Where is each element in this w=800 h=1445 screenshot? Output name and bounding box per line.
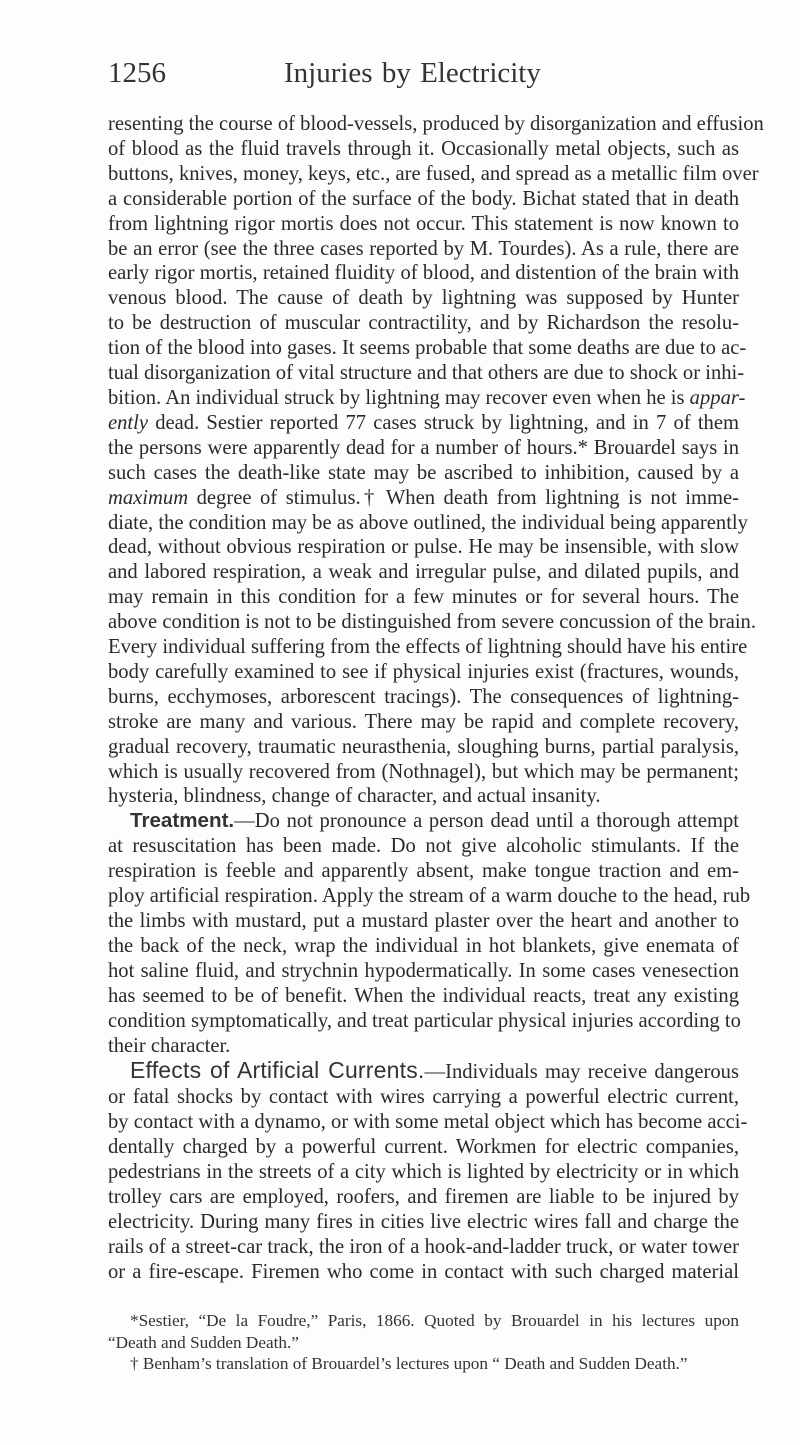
text-line: at resuscitation has been made. Do not give alcoholic stimulants. If the [108,835,739,858]
text-line: buttons, knives, money, keys, etc., are fused, and spread as a metallic film over [108,162,759,185]
paragraph-lightning [108,112,764,809]
text-line: stroke are many and various. There may be rapid and complete recovery, [108,710,739,733]
italic-word: ently [108,411,149,434]
text-line-with-italic [108,411,739,436]
text-line: venous blood. The cause of death by lightning was supposed by Hunter [108,287,739,310]
text-line: a considerable portion of the surface of the body. Bichat stated that in death [108,187,739,210]
text-line: and labored respiration, a weak and irregular pulse, and dilated pupils, and [108,561,739,584]
footnote-benham: † Benham’s translation of Brouardel’s lectures upon “ Death and Sudden Death.” [130,1354,688,1373]
text-line-with-heading [108,809,739,834]
text-line: burns, ecchymoses, arborescent tracings). The consequences of lightning- [108,685,739,708]
text-line: by contact with a dynamo, or with some metal object which has become acci- [108,1111,748,1134]
text-line: from lightning rigor mortis does not occur. This statement is now known to [108,212,739,235]
text-line: resenting the course of blood-vessels, produced by disorganization and effusion [108,113,764,135]
text-line: or a fire-escape. Firemen who come in contact with such charged material [108,1260,739,1283]
text-line: pedestrians in the streets of a city which is lighted by electricity or in which [108,1161,739,1184]
text-line: or fatal shocks by contact with wires carrying a powerful electric current, [108,1086,739,1109]
text-line-with-heading [108,1058,739,1085]
section-heading-treatment: Treatment. [130,809,235,833]
running-title: Injuries by Electricity [284,57,541,89]
text-line: such cases the death-like state may be ascribed to inhibition, caused by a [108,461,739,484]
text-line: the persons were apparently dead for a number of hours.* Brouardel says in [108,436,739,459]
text-line: body carefully examined to see if physical injuries exist (fractures, wounds, [108,660,739,683]
text-segment: degree of stimulus.† When death from lightning is not imme- [188,486,739,509]
paragraph-artificial-currents [108,1057,748,1284]
text-line: trolley cars are employed, roofers, and firemen are liable to be injured by [108,1185,739,1208]
text-line: may remain in this condition for a few minutes or for several hours. The [108,586,739,609]
text-line: tion of the blood into gases. It seems probable that some deaths are due to ac- [108,337,747,360]
page-number: 1256 [108,57,166,89]
text-line: gradual recovery, traumatic neurasthenia, sloughing burns, partial paralysis, [108,735,739,758]
text-line: of blood as the fluid travels through it. Occasionally metal objects, such as [108,137,739,160]
text-line: hot saline fluid, and strychnin hypodermatically. In some cases venesection [108,959,739,982]
text-line: electricity. During many fires in cities live electric wires fall and charge the [108,1210,739,1233]
text-line: ploy artificial respiration. Apply the stream of a warm douche to the head, rub [108,885,751,908]
text-line: hysteria, blindness, change of character, and actual insanity. [108,785,601,808]
footnotes [108,1310,739,1375]
main-text [108,112,764,1285]
text-segment: bition. An individual struck by lightning may recover even when he is [108,386,685,409]
footnote-sestier: *Sestier, “De la Foudre,” Paris, 1866. Quoted by Brouardel in his lectures upon [130,1311,739,1330]
text-line: to be destruction of muscular contractility, and by Richardson the resolu- [108,312,739,335]
text-line: which is usually recovered from (Nothnagel), but which may be permanent; [108,760,739,783]
italic-word: maximum [108,486,189,509]
text-segment: dead. Sestier reported 77 cases struck by lightning, and in 7 of them [148,411,739,434]
text-line: diate, the condition may be as above outlined, the individual being apparently [108,511,748,534]
italic-word: appar- [689,386,746,409]
text-line: condition symptomatically, and treat particular physical injuries according to [108,1009,741,1032]
text-line: tual disorganization of vital structure and that others are due to shock or inhi- [108,362,745,385]
text-line: rails of a street-car track, the iron of a hook-and-ladder truck, or water tower [108,1235,739,1258]
text-line: early rigor mortis, retained fluidity of blood, and distention of the brain with [108,262,739,285]
text-line: Every individual suffering from the effects of lightning should have his entire [108,636,748,659]
footnote-sestier-continued: “Death and Sudden Death.” [108,1332,299,1352]
text-line: dead, without obvious respiration or pulse. He may be insensible, with slow [108,536,739,559]
text-line: dentally charged by a powerful current. Workmen for electric companies, [108,1136,739,1159]
text-line: respiration is feeble and apparently absent, make tongue traction and em- [108,860,739,883]
text-line: has seemed to be of benefit. When the individual reacts, treat any existing [108,984,739,1007]
text-line: their character. [108,1034,231,1057]
text-line: above condition is not to be distinguished from severe concussion of the brain. [108,611,756,634]
text-line-with-italic [108,386,746,411]
text-segment: —Individuals may receive dangerous [424,1061,739,1084]
paragraph-treatment [108,809,751,1058]
text-segment: —Do not pronounce a person dead until a thorough attempt [234,810,739,833]
text-line: the back of the neck, wrap the individual in hot blankets, give enemata of [108,934,739,957]
text-line: the limbs with mustard, put a mustard plaster over the heart and another to [108,910,739,932]
section-heading-artificial-currents: Effects of Artificial Currents. [130,1057,425,1084]
text-line: be an error (see the three cases reported by M. Tourdes). As a rule, there are [108,237,739,260]
text-line-with-italic [108,486,739,511]
